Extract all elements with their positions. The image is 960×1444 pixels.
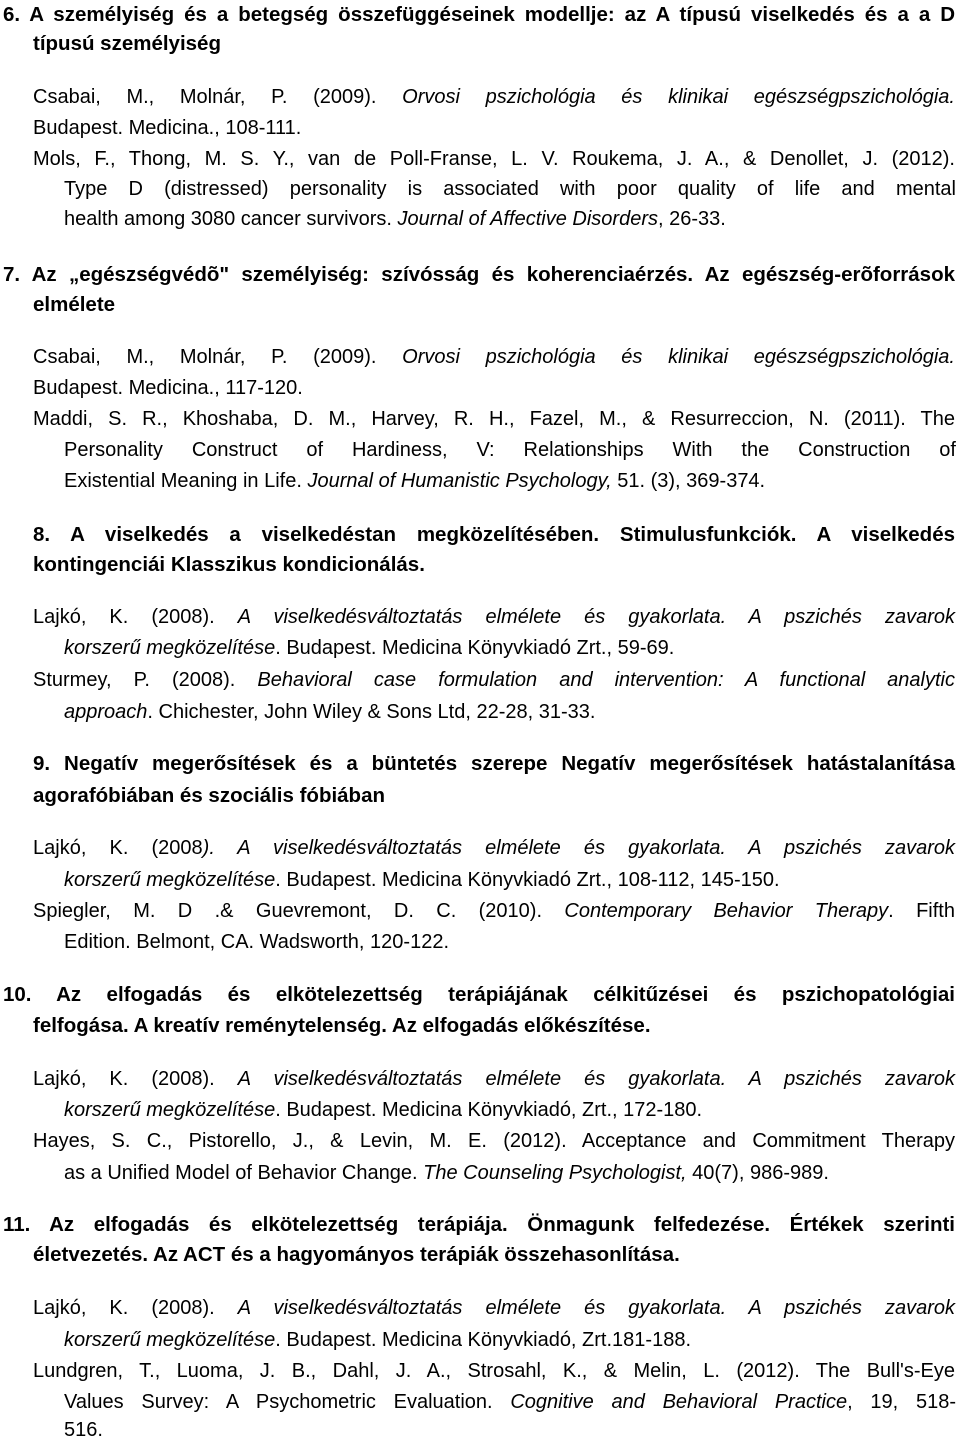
reference-line: as a Unified Model of Behavior Change. The Counseling Psychologist, 40(7), 986-989. <box>64 1162 829 1184</box>
section-heading: 10. Az elfogadás és elkötelezettség terápiájának célkitűzései és pszichopatológiai <box>3 983 955 1006</box>
reference-line: Type D (distressed) personality is associated with poor quality of life and mental <box>64 178 956 200</box>
section-heading: 11. Az elfogadás és elkötelezettség terápiája. Önmagunk felfedezése. Értékek szerinti <box>3 1213 955 1236</box>
reference-line: Spiegler, M. D .& Guevremont, D. C. (2010). Contemporary Behavior Therapy. Fifth <box>33 900 955 922</box>
reference-line: approach. Chichester, John Wiley & Sons Ltd, 22-28, 31-33. <box>64 701 596 723</box>
reference-line: Personality Construct of Hardiness, V: Relationships With the Construction of <box>64 439 956 461</box>
section-heading-continued: felfogása. A kreatív reménytelenség. Az elfogadás előkészítése. <box>33 1014 651 1037</box>
reference-line: Hayes, S. C., Pistorello, J., & Levin, M. E. (2012). Acceptance and Commitment Therapy <box>33 1130 955 1152</box>
section-heading-continued: elmélete <box>33 293 116 316</box>
reference-line: Existential Meaning in Life. Journal of Humanistic Psychology, 51. (3), 369-374. <box>64 470 766 492</box>
reference-line: Csabai, M., Molnár, P. (2009). Orvosi pszichológia és klinikai egészségpszichológia. <box>33 346 955 368</box>
reference-line: korszerű megközelítése. Budapest. Medicina Könyvkiadó, Zrt.181-188. <box>64 1329 691 1351</box>
reference-line: Edition. Belmont, CA. Wadsworth, 120-122. <box>64 931 449 953</box>
section-heading: 6. A személyiség és a betegség összefüggéseinek modellje: az A típusú viselkedés és a a D <box>3 3 955 26</box>
reference-line: Sturmey, P. (2008). Behavioral case formulation and intervention: A functional analytic <box>33 669 955 691</box>
reference-line: 516. <box>64 1419 103 1441</box>
reference-line: Lundgren, T., Luoma, J. B., Dahl, J. A., Strosahl, K., & Melin, L. (2012). The Bull's-Eye <box>33 1360 955 1382</box>
reference-line: Lajkó, K. (2008). A viselkedésváltoztatás elmélete és gyakorlata. A pszichés zavarok <box>33 1297 955 1319</box>
section-heading-continued: életvezetés. Az ACT és a hagyományos terápiák összehasonlítása. <box>33 1243 680 1266</box>
reference-line: health among 3080 cancer survivors. Journal of Affective Disorders, 26-33. <box>64 208 726 230</box>
reference-line: Values Survey: A Psychometric Evaluation. Cognitive and Behavioral Practice, 19, 518- <box>64 1391 956 1413</box>
reference-line: Lajkó, K. (2008). A viselkedésváltoztatás elmélete és gyakorlata. A pszichés zavarok <box>33 606 955 628</box>
section-heading-continued: kontingenciái Klasszikus kondicionálás. <box>33 553 425 576</box>
reference-line: Lajkó, K. (2008). A viselkedésváltoztatás elmélete és gyakorlata. A pszichés zavarok <box>33 1068 955 1090</box>
reference-line: Lajkó, K. (2008). A viselkedésváltoztatás elmélete és gyakorlata. A pszichés zavarok <box>33 837 955 859</box>
reference-line: korszerű megközelítése. Budapest. Medicina Könyvkiadó Zrt., 108-112, 145-150. <box>64 869 780 891</box>
reference-line: Maddi, S. R., Khoshaba, D. M., Harvey, R. H., Fazel, M., & Resurreccion, N. (2011). The <box>33 408 955 430</box>
reference-line: Budapest. Medicina., 108-111. <box>33 117 302 139</box>
section-heading: 8. A viselkedés a viselkedéstan megközelítésében. Stimulusfunkciók. A viselkedés <box>33 523 955 546</box>
reference-line: Csabai, M., Molnár, P. (2009). Orvosi pszichológia és klinikai egészségpszichológia. <box>33 86 955 108</box>
section-heading: 9. Negatív megerősítések és a büntetés szerepe Negatív megerősítések hatástalanítása <box>33 752 955 775</box>
section-heading-continued: típusú személyiség <box>33 32 221 55</box>
reference-line: korszerű megközelítése. Budapest. Medicina Könyvkiadó Zrt., 59-69. <box>64 637 675 659</box>
reference-line: korszerű megközelítése. Budapest. Medicina Könyvkiadó, Zrt., 172-180. <box>64 1099 703 1121</box>
reference-line: Budapest. Medicina., 117-120. <box>33 377 303 399</box>
reference-line: Mols, F., Thong, M. S. Y., van de Poll-Franse, L. V. Roukema, J. A., & Denollet, J. (2012). <box>33 148 955 170</box>
section-heading: 7. Az „egészségvédõ" személyiség: szívósság és koherenciaérzés. Az egészség-erõforrások <box>3 263 955 286</box>
section-heading-continued: agorafóbiában és szociális fóbiában <box>33 784 386 807</box>
